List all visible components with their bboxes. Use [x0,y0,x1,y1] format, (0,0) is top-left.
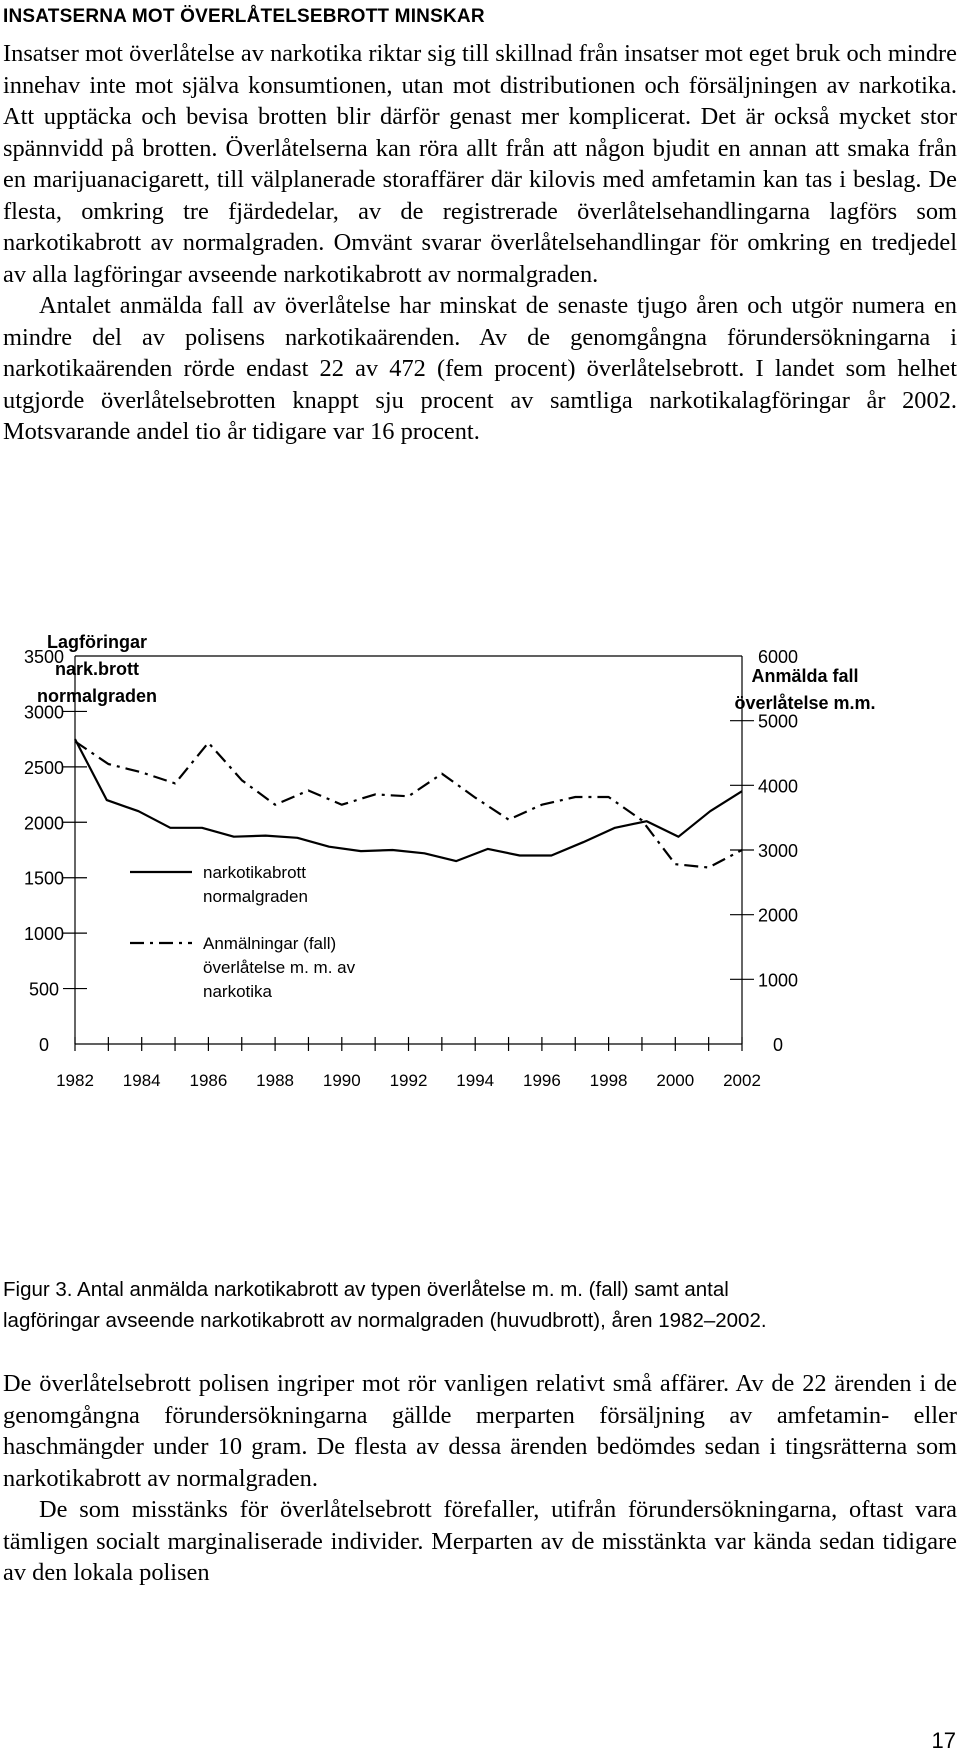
left-tick-label: 1000 [23,924,65,945]
right-tick-label: 4000 [757,776,799,797]
left-tick-label: 500 [28,979,60,1000]
right-tick-label: 5000 [757,711,799,732]
left-tick-label: 0 [38,1035,50,1055]
x-tick-label: 1986 [189,1071,228,1090]
left-axis-title-line: normalgraden [36,686,158,706]
x-tick-label: 2000 [656,1071,695,1090]
left-axis-title-line: Lagföringar [46,632,148,652]
x-tick-label: 1984 [122,1071,161,1090]
x-tick-label: 1994 [456,1071,495,1090]
figure-caption [3,1274,957,1336]
right-tick-label: 3000 [757,841,799,861]
x-tick-label: 1990 [322,1071,361,1090]
paragraph: De överlåtelsebrott polisen ingriper mot rör vanligen relativt små affärer. Av de 22 ärenden i de genomgångna förundersökningarna gällde merparten försäljning av amfetamin- eller haschmängder under 10 gram. De flesta av dessa ärenden bedömdes sedan i tingsrätterna som narkotikabrott av normalgraden. [3,1370,957,1492]
left-tick-label: 2000 [23,813,65,834]
x-tick-label: 1982 [56,1071,94,1090]
legend [130,863,356,1001]
paragraph: Antalet anmälda fall av överlåtelse har minskat de senaste tjugo åren och utgör numera en mindre del av polisens narkotikaärenden. Av de genomgångna förundersökningarna i narkotikaärenden rörde endast 22 av 472 (fem procent) överlåtelsebrott. I landet som helhet utgjorde överlåtelsebrotten knappt sju procent av samtliga narkotikalagföringar år 2002. Motsvarande andel tio år tidigare var 16 procent. [3,292,957,445]
x-tick-label: 1992 [389,1071,428,1090]
left-tick-label: 3000 [23,702,65,723]
legend-label: överlåtelse m. m. av [203,958,356,977]
legend-label: Anmälningar (fall) [203,934,337,953]
x-tick-label: 1998 [589,1071,628,1090]
right-tick-label: 6000 [757,647,799,667]
right-tick-label: 2000 [757,905,799,926]
body-text-bottom [3,1368,957,1589]
caption-line: lagföringar avseende narkotikabrott av normalgraden (huvudbrott), åren 1982–2002. [3,1309,767,1332]
right-axis-title-line: överlåtelse m.m. [734,693,876,713]
right-tick-label: 0 [772,1035,784,1055]
left-tick-label: 2500 [23,757,65,778]
left-axis-title [37,632,157,706]
section-heading: INSATSERNA MOT ÖVERLÅTELSEBROTT MINSKAR [3,6,485,27]
left-tick-label: 1500 [23,868,65,889]
caption-line: Figur 3. Antal anmälda narkotikabrott av typen överlåtelse m. m. (fall) samt antal [3,1278,729,1301]
left-tick-label: 3500 [23,647,65,667]
legend-label: narkotika [203,982,272,1001]
legend-label: normalgraden [203,887,308,906]
x-tick-label: 1988 [256,1071,295,1090]
right-axis-title-line: Anmälda fall [751,666,859,686]
series-line-narkotikabrott [75,739,742,861]
legend-label: narkotikabrott [203,863,306,882]
series-line-anmalningar [75,741,742,867]
line-chart [0,620,960,1240]
paragraph: Insatser mot överlåtelse av narkotika riktar sig till skillnad från insatser mot eget bruk och mindre innehav inte mot själva konsumtionen, utan mot distributionen och försäljningen av narkotika. Att upptäcka och bevisa brotten blir därför genast mer komplicerat. Det är också mycket stor spännvidd på brotten. Överlåtelserna kan röra allt från att någon bjudit en annan att smaka från en marijuanacigarett, till välplanerade storaffärer där kilovis med amfetamin kan tas i beslag. De flesta, omkring tre fjärdedelar, av de registrerade överlåtelsehandlingarna lagförs som narkotikabrott av normalgraden. Omvänt svarar överlåtelsehandlingar för omkring en tredjedel av alla lagföringar avseende narkotikabrott av normalgraden. [3,40,957,288]
body-text-top [3,38,957,448]
page-number: 17 [931,1728,956,1753]
paragraph: De som misstänks för överlåtelsebrott förefaller, utifrån förundersökningarna, oftast vara tämligen socialt marginaliserade individer. Merparten av de misstänkta var kända sedan tidigare av den lokala polisen [3,1496,957,1586]
x-tick-label: 2002 [723,1071,761,1090]
x-tick-label: 1996 [522,1071,561,1090]
right-axis-title [734,666,875,713]
right-tick-label: 1000 [757,970,799,991]
left-axis-title-line: nark.brott [54,659,140,679]
